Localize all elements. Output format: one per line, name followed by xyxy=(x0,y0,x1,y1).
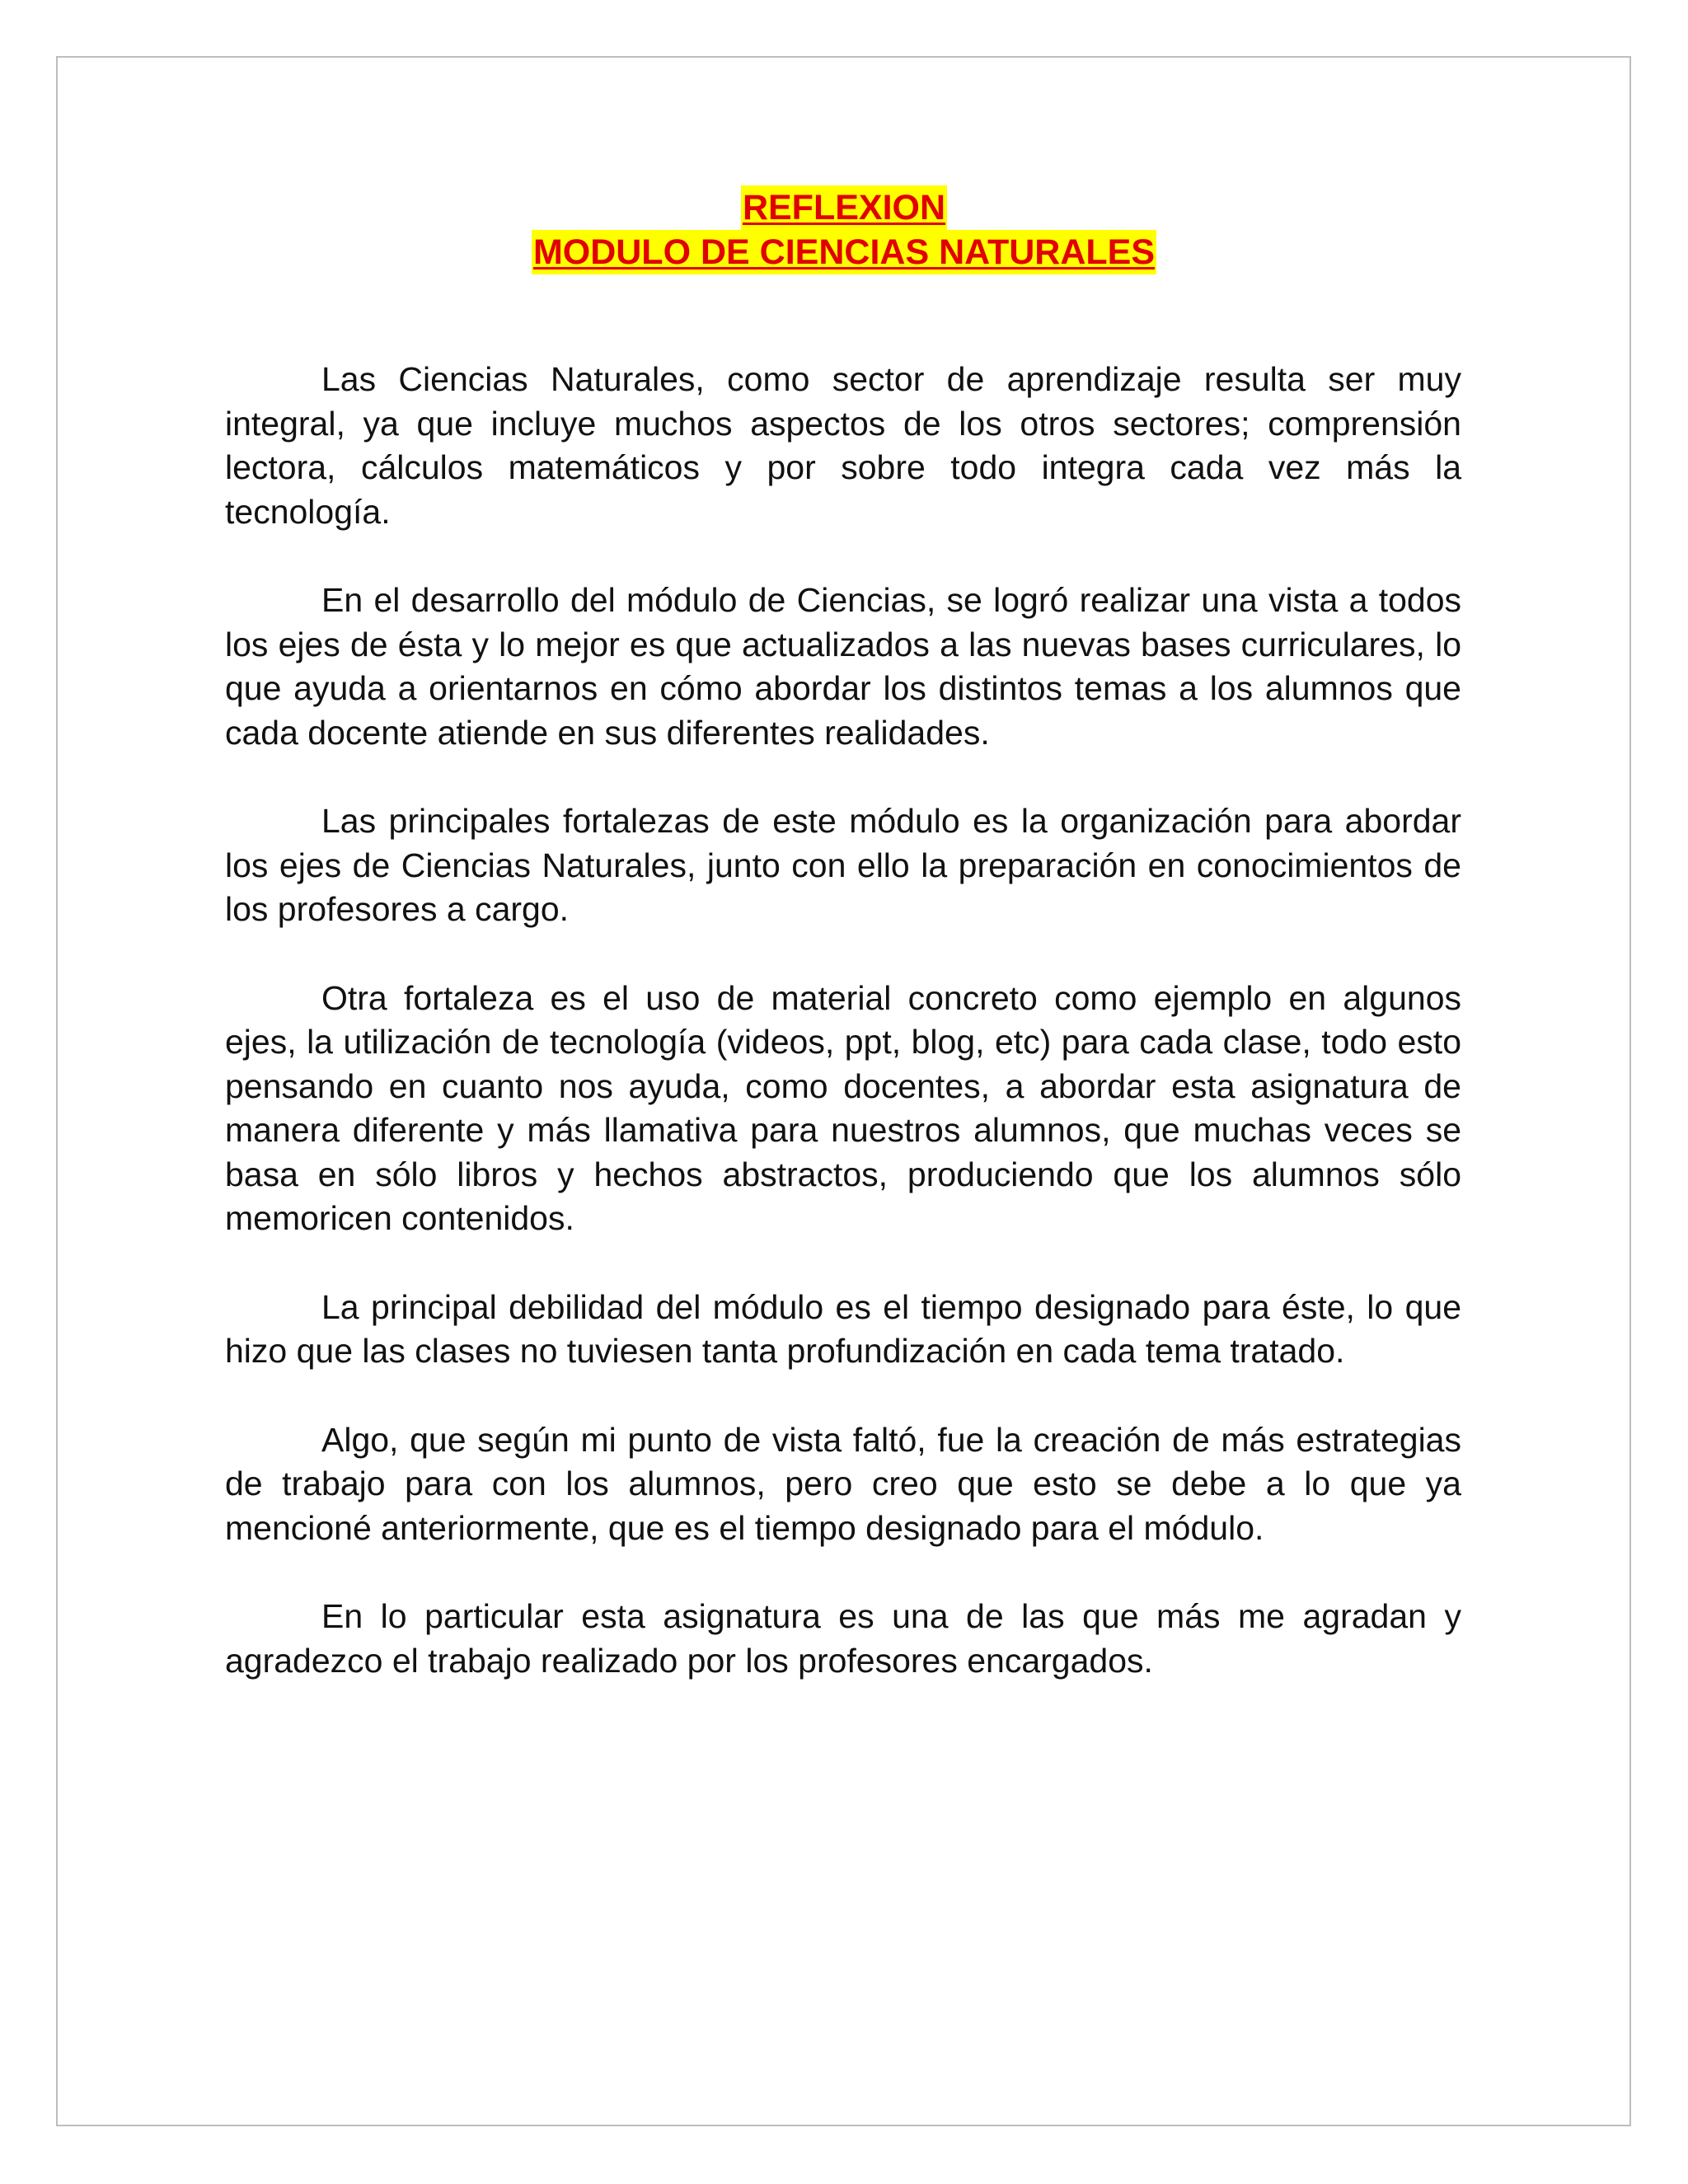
document-body xyxy=(225,358,1461,1727)
paragraph-4: Otra fortaleza es el uso de material concreto como ejemplo en algunos ejes, la utilización de tecnología (videos, ppt, blog, etc) para cada clase, todo esto pensando en cuanto nos ayuda, como docentes, a abordar esta asignatura de manera diferente y más llamativa para nuestros alumnos, que muchas veces se basa en sólo libros y hechos abstractos, produciendo que los alumnos sólo memoricen contenidos. xyxy=(225,978,1461,1237)
title-line-modulo: MODULO DE CIENCIAS NATURALES xyxy=(532,230,1156,274)
paragraph-3: Las principales fortalezas de este módulo es la organización para abordar los ejes de Ciencias Naturales, junto con ello la preparación en conocimientos de los profesores a cargo. xyxy=(225,802,1461,928)
paragraph-1: Las Ciencias Naturales, como sector de aprendizaje resulta ser muy integral, ya que incluye muchos aspectos de los otros sectores; comprensión lectora, cálculos matemáticos y por sobre todo integra cada vez más la tecnología. xyxy=(225,360,1461,531)
paragraph-2: En el desarrollo del módulo de Ciencias, se logró realizar una vista a todos los ejes de ésta y lo mejor es que actualizados a las nuevas bases curriculares, lo que ayuda a orientarnos en cómo abordar los distintos temas a los alumnos que cada docente atiende en sus diferentes realidades. xyxy=(225,581,1461,752)
paragraph-7: En lo particular esta asignatura es una de las que más me agradan y agradezco el trabajo realizado por los profesores encargados. xyxy=(225,1597,1461,1680)
paragraph-5: La principal debilidad del módulo es el tiempo designado para éste, lo que hizo que las clases no tuviesen tanta profundización en cada tema tratado. xyxy=(225,1287,1461,1370)
paragraph-6: Algo, que según mi punto de vista faltó, fue la creación de más estrategias de trabajo para con los alumnos, pero creo que esto se debe a lo que ya mencioné anteriormente, que es el tiempo designado para el módulo. xyxy=(225,1420,1461,1547)
title-line-reflexion: REFLEXION xyxy=(741,185,947,230)
document-title xyxy=(0,185,1688,274)
